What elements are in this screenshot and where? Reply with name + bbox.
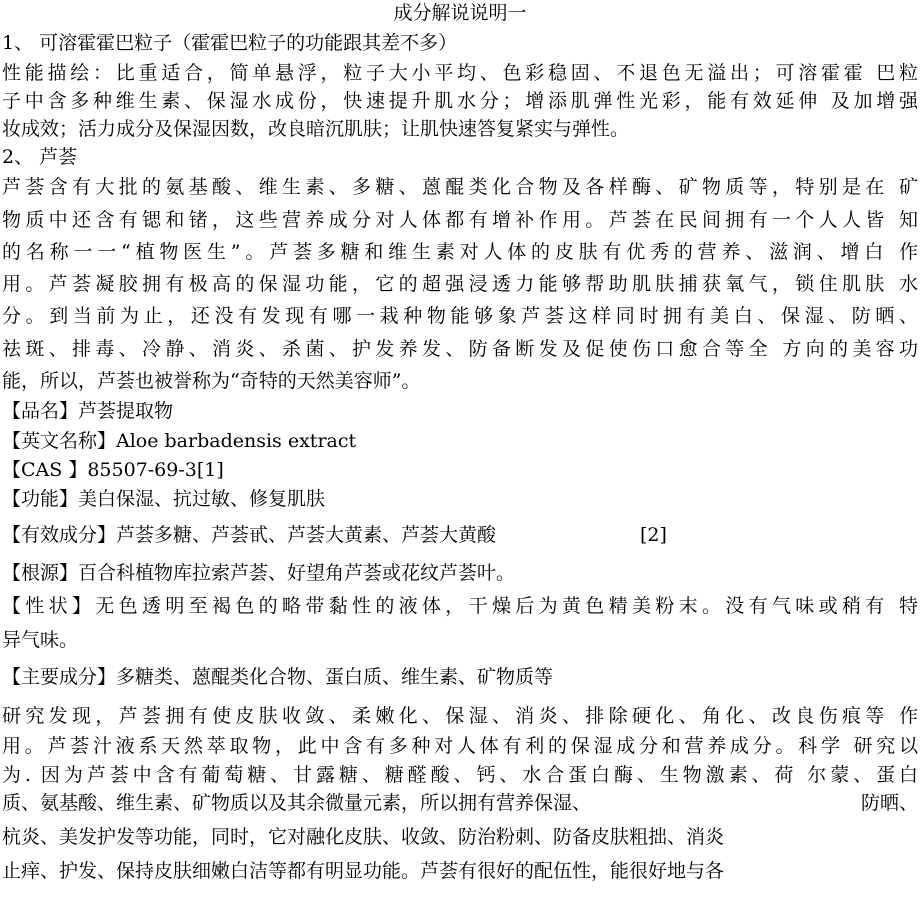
section-heading-aloe: 2、 芦荟: [2, 146, 78, 168]
paragraph-line: 祛斑、排毒、冷静、消炎、杀菌、护发养发、防备断发及促使伤口愈合等全 方向的美容功: [2, 338, 918, 360]
paragraph-line: 性能描绘：比重适合，简单悬浮，粒子大小平均、色彩稳固、不退色无溢出；可溶霍霍 巴粒: [2, 62, 918, 84]
paragraph-line: 止痒、护发、保持皮肤细嫩白洁等都有明显功能。芦荟有很好的配伍性，能很好地与各: [2, 860, 725, 882]
paragraph-line: 研究发现，芦荟拥有使皮肤收敛、柔嫩化、保湿、消炎、排除硬化、角化、改良伤痕等 作: [2, 705, 918, 727]
document-title: 成分解说说明一: [393, 2, 527, 24]
paragraph-line: 分。到当前为止，还没有发现有哪一栽种物能够象芦荟这样同时拥有美白、保湿、防晒、: [2, 305, 918, 327]
field-main-components: 【主要成分】多糖类、蒽醌类化合物、蛋白质、维生素、矿物质等: [2, 666, 554, 688]
paragraph-line: 用。芦荟汁液系天然萃取物，此中含有多种对人体有利的保湿成分和营养成分。科学 研究以: [2, 735, 918, 757]
field-english-name: 【英文名称】Aloe barbadensis extract: [2, 430, 357, 452]
field-function: 【功能】美白保湿、抗过敏、修复肌肤: [2, 488, 326, 510]
paragraph-line: 芦荟含有大批的氨基酸、维生素、多糖、蒽醌类化合物及各样酶、矿物质等，特别是在 矿: [2, 176, 918, 198]
paragraph-line: 物质中还含有锶和锗，这些营养成分对人体都有增补作用。芦荟在民间拥有一个人人皆 知: [2, 209, 918, 231]
field-source: 【根源】百合科植物库拉索芦荟、好望角芦荟或花纹芦荟叶。: [2, 562, 516, 584]
field-active-ingredients: 【有效成分】芦荟多糖、芦荟甙、芦荟大黄素、芦荟大黄酸: [2, 524, 497, 546]
field-product-name: 【品名】芦荟提取物: [2, 400, 174, 422]
paragraph-line: 为. 因为芦荟中含有葡萄糖、甘露糖、糖醛酸、钙、水合蛋白酶、生物激素、荷 尔蒙、蛋白: [2, 764, 918, 786]
reference-marker: [2]: [640, 524, 667, 546]
paragraph-line: 能，所以，芦荟也被誉称为“奇特的天然美容师”。: [2, 370, 421, 392]
paragraph-line-tail: 防晒、: [860, 792, 918, 814]
field-appearance: 【性状】无色透明至褐色的略带黏性的液体，干燥后为黄色精美粉末。没有气味或稍有 特: [2, 595, 918, 617]
paragraph-line: 妆成效；活力成分及保湿因数，改良暗沉肌肤；让肌快速答复紧实与弹性。: [2, 118, 630, 140]
paragraph-line: 异气味。: [2, 629, 79, 651]
paragraph-line: 子中含多种维生素、保湿水成份，快速提升肌水分；增添肌弹性光彩，能有效延伸 及加增强: [2, 90, 918, 112]
paragraph-line: 的名称一一“植物医生”。芦荟多糖和维生素对人体的皮肤有优秀的营养、滋润、增白 作: [2, 241, 918, 263]
field-cas: 【CAS 】85507-69-3[1]: [2, 459, 224, 481]
paragraph-line: 用。芦荟凝胶拥有极高的保湿功能，它的超强浸透力能够帮助肌肤捕获氧气，锁住肌肤 水: [2, 273, 918, 295]
paragraph-line: 质、氨基酸、维生素、矿物质以及其余微量元素，所以拥有营养保湿、: [2, 792, 592, 814]
section-heading-jojoba: 1、 可溶霍霍巴粒子（霍霍巴粒子的功能跟其差不多）: [2, 32, 458, 54]
paragraph-line: 杭炎、美发护发等功能，同时，它对融化皮肤、收敛、防治粉刺、防备皮肤粗拙、消炎: [2, 826, 725, 848]
